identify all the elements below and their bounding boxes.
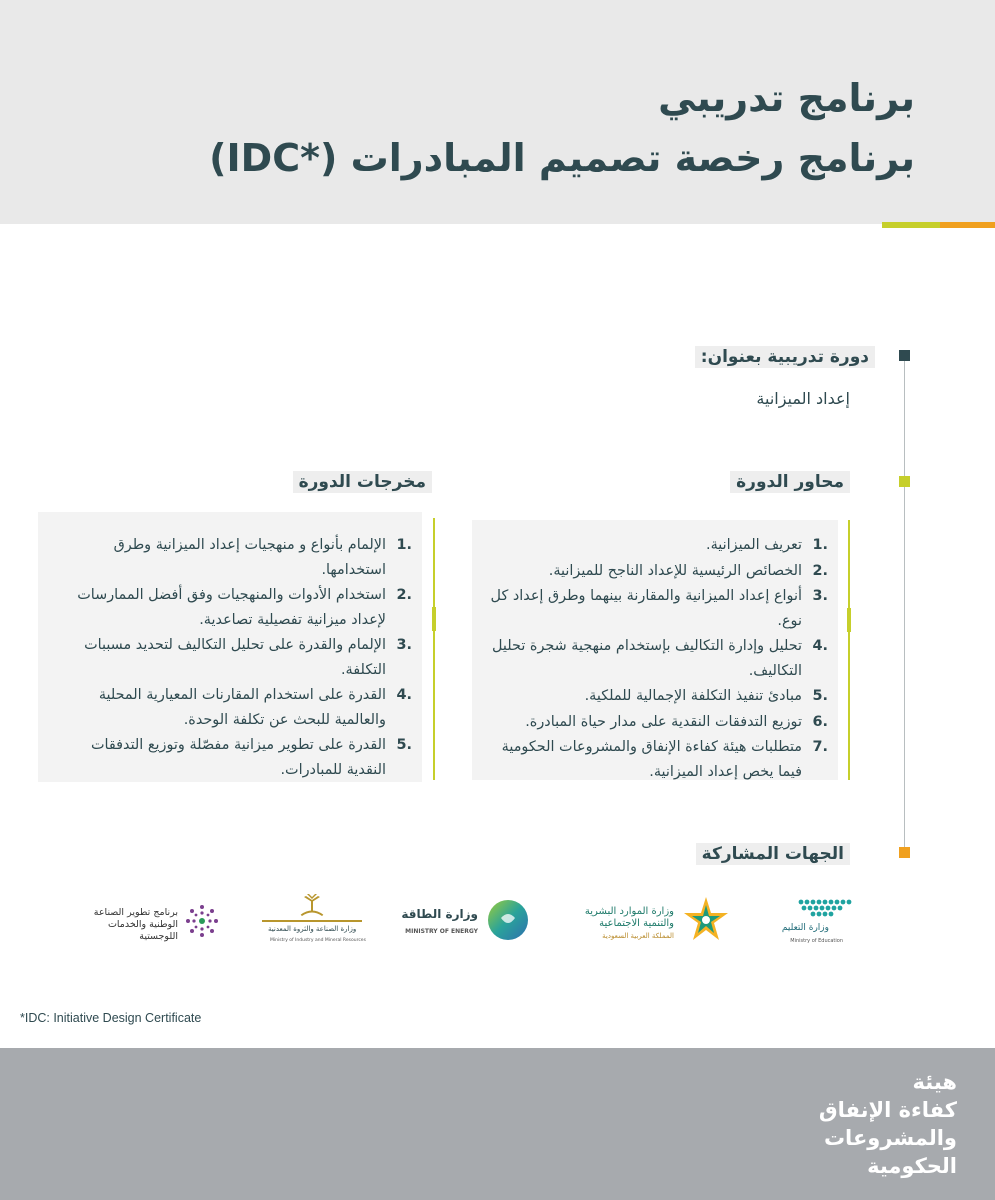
header-banner — [0, 0, 995, 224]
list-item: 1. الإلمام بأنواع و منهجيات إعداد الميزانية وطرق استخدامها. — [113, 537, 412, 578]
energy-logo-icon — [486, 898, 530, 942]
list-item: 3. أنواع إعداد الميزانية والمقارنة بينهما وطرق إعداد كل نوع. — [490, 588, 828, 629]
authority-line: والمشروعات — [823, 1126, 957, 1150]
industry-logo-rule — [262, 920, 362, 922]
header-accent-green — [882, 222, 940, 228]
footnote: *IDC: Initiative Design Certificate — [20, 1011, 202, 1025]
list-item: 2. الخصائص الرئيسية للإعداد الناجح للميزانية. — [548, 562, 828, 579]
hr-star-logo-icon — [682, 895, 730, 943]
partners-label: الجهات المشاركة — [696, 843, 850, 865]
course-title: إعداد الميزانية — [756, 389, 850, 408]
outcomes-box-bar — [433, 518, 435, 780]
course-label: دورة تدريبية بعنوان: — [695, 346, 875, 368]
ndlp-flower-logo-icon — [184, 903, 220, 939]
timeline-marker-axes — [899, 476, 910, 487]
outcomes-box-tick — [432, 607, 436, 631]
authority-line: كفاءة الإنفاق — [818, 1098, 957, 1122]
list-item: 7. متطلبات هيئة كفاءة الإنفاق والمشروعات الحكومية فيما يخص إعداد الميزانية. — [501, 739, 828, 780]
energy-logo: وزارة الطاقة MINISTRY OF ENERGY — [405, 898, 530, 946]
list-item: 5. مبادئ تنفيذ التكلفة الإجمالية للملكية. — [584, 688, 828, 704]
footer — [0, 1048, 995, 1200]
list-item: 5. القدرة على تطوير ميزانية مفصّلة وتوزيع التدفقات النقدية للمبادرات. — [90, 737, 412, 778]
header-accent-orange — [940, 222, 995, 228]
axes-box-bar — [848, 520, 850, 780]
timeline-marker-course — [899, 350, 910, 361]
axes-box-tick — [847, 608, 851, 632]
outcomes-list — [48, 533, 412, 783]
list-item: 1. تعريف الميزانية. — [706, 537, 828, 553]
list-item: 3. الإلمام والقدرة على تحليل التكاليف لتحديد مسببات التكلفة. — [84, 637, 412, 678]
timeline-line — [904, 350, 905, 850]
program-type-title: برنامج تدريبي — [658, 76, 915, 120]
list-item: 4. تحليل وإدارة التكاليف بإستخدام منهجية شجرة تحليل التكاليف. — [492, 638, 828, 679]
list-item: 6. توزيع التدفقات النقدية على مدار حياة المبادرة. — [525, 713, 828, 730]
timeline-marker-partners — [899, 847, 910, 858]
authority-logo-text — [819, 1068, 957, 1180]
education-logo: وزارة التعليم Ministry of Education — [775, 897, 857, 943]
outcomes-label: مخرجات الدورة — [293, 471, 432, 493]
education-logo-icon — [775, 897, 857, 919]
list-item: 4. القدرة على استخدام المقارنات المعيارية المحلية والعالمية للبحث عن تكلفة الوحدة. — [98, 687, 412, 728]
ndlp-logo: برنامج تطوير الصناعة الوطنية والخدمات اللوجستية — [90, 903, 220, 947]
program-name-title: برنامج رخصة تصميم المبادرات (*IDC) — [209, 136, 915, 180]
axes-list — [482, 533, 828, 785]
industry-logo: وزارة الصناعة والثروة المعدنية Ministry of Industry and Mineral Resources — [262, 893, 362, 945]
axes-label: محاور الدورة — [730, 471, 850, 493]
palm-swords-emblem-icon — [297, 893, 327, 919]
list-item: 2. استخدام الأدوات والمنهجيات وفق أفضل الممارسات لإعداد ميزانية تفصيلية تصاعدية. — [77, 587, 412, 628]
authority-line: الحكومية — [867, 1154, 957, 1178]
authority-line: هيئة — [912, 1070, 957, 1094]
hr-logo: وزارة الموارد البشرية والتنمية الاجتماعية المملكة العربية السعودية — [585, 895, 730, 947]
